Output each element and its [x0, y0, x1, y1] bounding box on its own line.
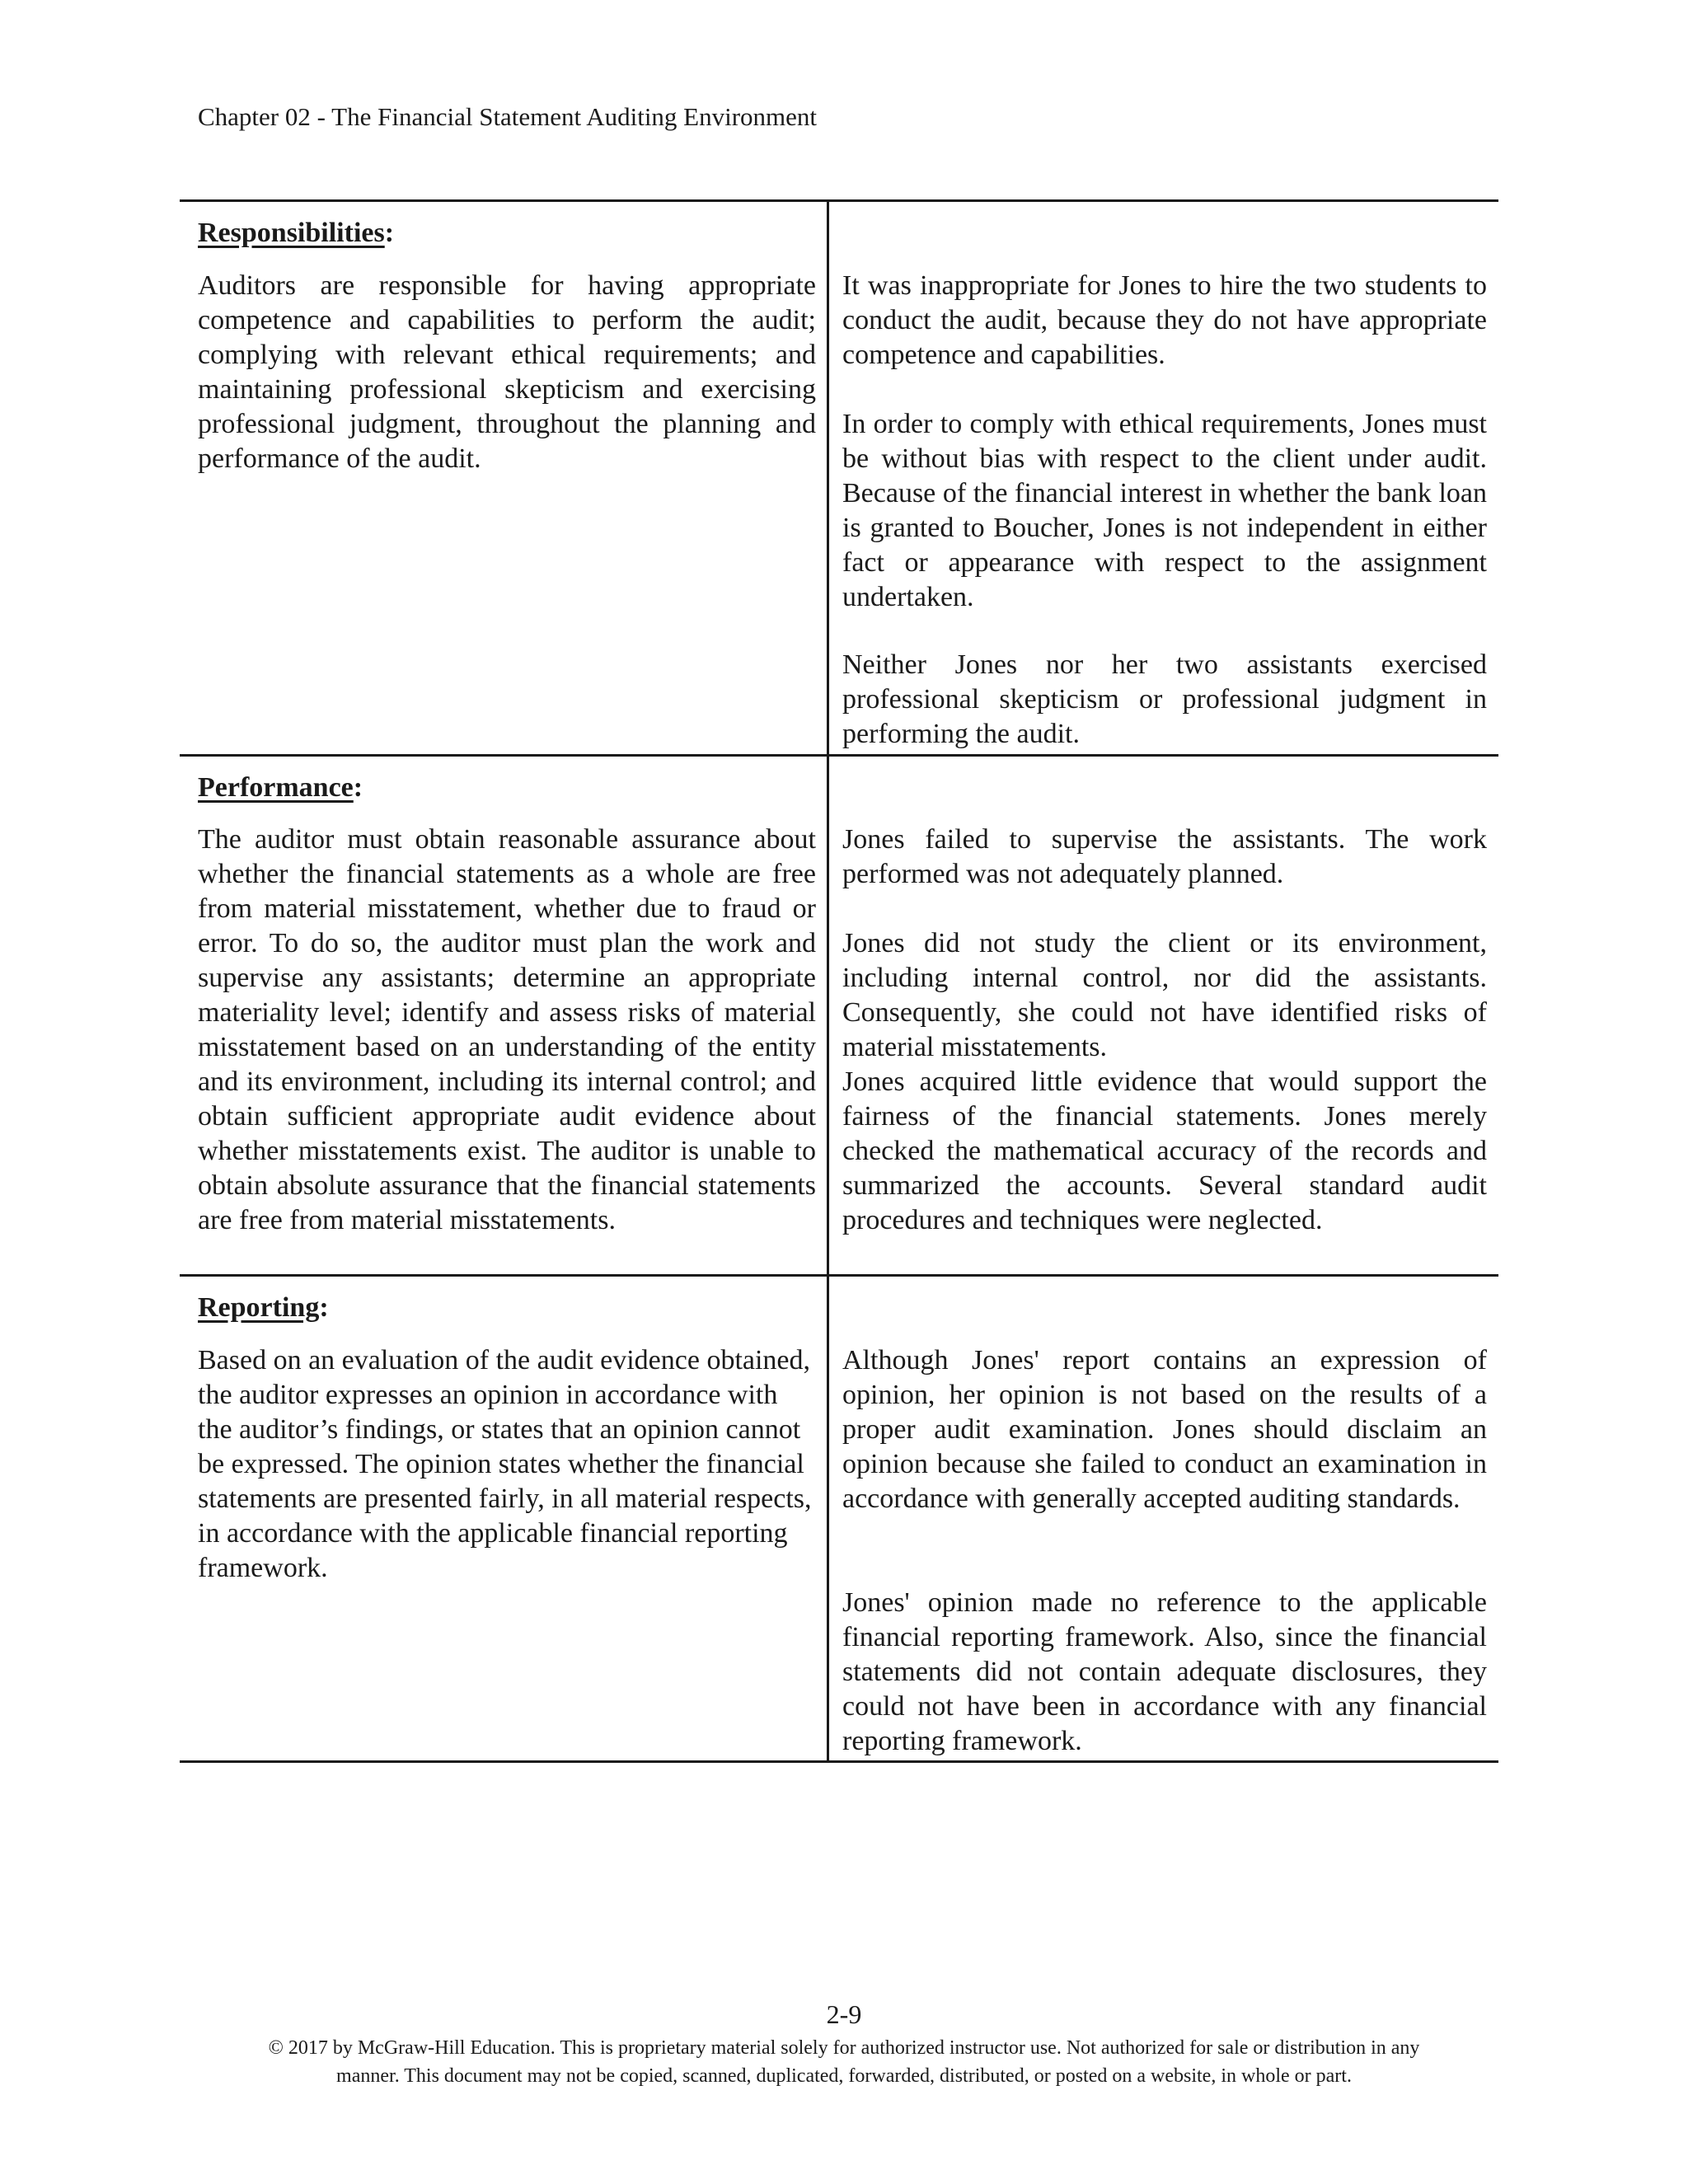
- responsibilities-finding-2: In order to comply with ethical requirements, Jones must be without bias with respect to the client under audit. Because of the financial interest in whether the bank loan is granted to Boucher, Jones is not independent in either fact or appearance with respect to the assignment undertaken.: [842, 409, 1487, 612]
- page-number: 2-9: [826, 1999, 862, 2029]
- copyright-line-2: manner. This document may not be copied, scanned, duplicated, forwarded, distributed, or posted on a website, in whole or part.: [336, 2065, 1352, 2087]
- table-bottom-rule: [180, 1760, 1498, 1763]
- responsibilities-finding-1: It was inappropriate for Jones to hire the two students to conduct the audit, because they do not have appropriate competence and capabilities.: [842, 270, 1487, 370]
- performance-finding-3: Jones acquired little evidence that would support the fairness of the financial statements. Jones merely checked the mathematical accuracy of the records and summarized the accounts. Several standard audit procedures and techniques were neglected.: [842, 1066, 1487, 1235]
- performance-finding-2: Jones did not study the client or its environment, including internal control, nor did the assistants. Consequently, she could not have identified risks of material misstatements.: [842, 928, 1487, 1062]
- row-divider-performance: [180, 1274, 1498, 1277]
- heading-text: Performance: [198, 772, 354, 803]
- reporting-standard-text: Based on an evaluation of the audit evidence obtained, the auditor expresses an opinion in accordance with the auditor’s findings, or states that an opinion cannot be expressed. The opinion states whether the financial statements are presented fairly, in all material respects, in accordance with the applicable financial reporting framework.: [198, 1345, 812, 1583]
- reporting-finding-1: Although Jones' report contains an expression of opinion, her opinion is not based on the results of a proper audit examination. Jones should disclaim an opinion because she failed to conduct an examination in accordance with generally accepted auditing standards.: [842, 1345, 1487, 1514]
- responsibilities-standard-text: Auditors are responsible for having appropriate competence and capabilities to perform the audit; complying with relevant ethical requirements; and maintaining professional skepticism and exercising professional judgment, throughout the planning and performance of the audit.: [198, 270, 816, 474]
- section-heading-reporting: Reporting:: [198, 1292, 329, 1323]
- responsibilities-finding-3: Neither Jones nor her two assistants exercised professional skepticism or professional judgment in performing the audit.: [842, 649, 1487, 749]
- heading-text: Responsibilities: [198, 218, 385, 248]
- table-top-rule: [180, 199, 1498, 202]
- section-heading-performance: Performance:: [198, 772, 363, 803]
- chapter-header: Chapter 02 - The Financial Statement Auditing Environment: [198, 102, 818, 131]
- row-divider-responsibilities: [180, 754, 1498, 757]
- copyright-line-1: © 2017 by McGraw-Hill Education. This is proprietary material solely for authorized instructor use. Not authorized for sale or distribution in any: [268, 2037, 1420, 2059]
- reporting-finding-2: Jones' opinion made no reference to the applicable financial reporting framework. Also, since the financial statements did not contain adequate disclosures, they could not have been in accordance with any financial reporting framework.: [842, 1587, 1487, 1756]
- heading-text: Reporting: [198, 1292, 320, 1323]
- section-heading-responsibilities: Responsibilities:: [198, 218, 395, 248]
- performance-finding-1: Jones failed to supervise the assistants. The work performed was not adequately planned.: [842, 824, 1487, 889]
- column-divider: [827, 199, 829, 1762]
- copyright-notice: [0, 2034, 1688, 2090]
- performance-standard-text: The auditor must obtain reasonable assurance about whether the financial statements as a whole are free from material misstatement, whether due to fraud or error. To do so, the auditor must plan the work and supervise any assistants; determine an appropriate materiality level; identify and assess risks of material misstatement based on an understanding of the entity and its environment, including its internal control; and obtain sufficient appropriate audit evidence about whether misstatements exist. The auditor is unable to obtain absolute assurance that the financial statements are free from material misstatements.: [198, 824, 816, 1235]
